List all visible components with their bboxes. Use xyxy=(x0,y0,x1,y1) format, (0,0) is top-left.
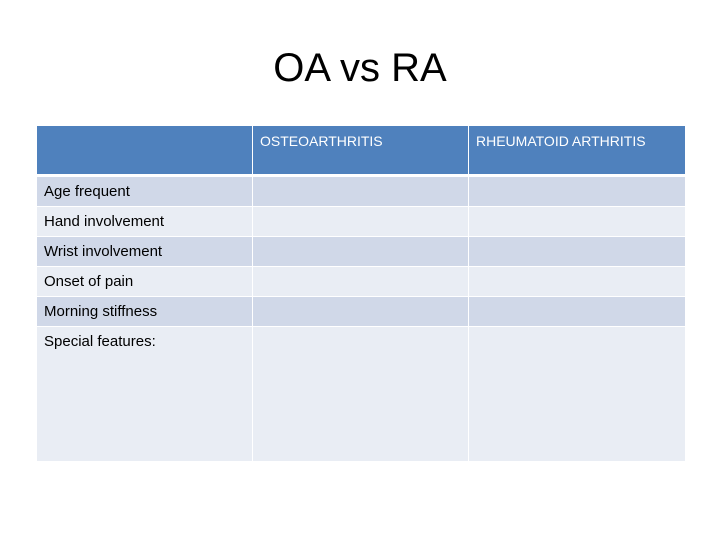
table-row xyxy=(37,207,686,237)
oa-cell xyxy=(253,237,469,267)
oa-cell xyxy=(253,267,469,297)
table-row xyxy=(37,237,686,267)
header-cell-empty xyxy=(37,126,253,176)
oa-cell xyxy=(253,297,469,327)
row-label: Age frequent xyxy=(37,176,253,207)
table-row xyxy=(37,267,686,297)
ra-cell xyxy=(469,207,686,237)
ra-cell xyxy=(469,267,686,297)
ra-cell xyxy=(469,327,686,462)
row-label: Hand involvement xyxy=(37,207,253,237)
comparison-table xyxy=(36,125,686,462)
header-cell-osteoarthritis: OSTEOARTHRITIS xyxy=(253,126,469,176)
ra-cell xyxy=(469,237,686,267)
ra-cell xyxy=(469,176,686,207)
table-row xyxy=(37,176,686,207)
oa-cell xyxy=(253,327,469,462)
row-label: Morning stiffness xyxy=(37,297,253,327)
slide-title: OA vs RA xyxy=(273,46,447,90)
oa-cell xyxy=(253,207,469,237)
table-row xyxy=(37,297,686,327)
table-row xyxy=(37,327,686,462)
table-header-row xyxy=(37,126,686,176)
oa-cell xyxy=(253,176,469,207)
row-label: Onset of pain xyxy=(37,267,253,297)
header-cell-rheumatoid-arthritis: RHEUMATOID ARTHRITIS xyxy=(469,126,686,176)
row-label: Special features: xyxy=(37,327,253,462)
ra-cell xyxy=(469,297,686,327)
row-label: Wrist involvement xyxy=(37,237,253,267)
